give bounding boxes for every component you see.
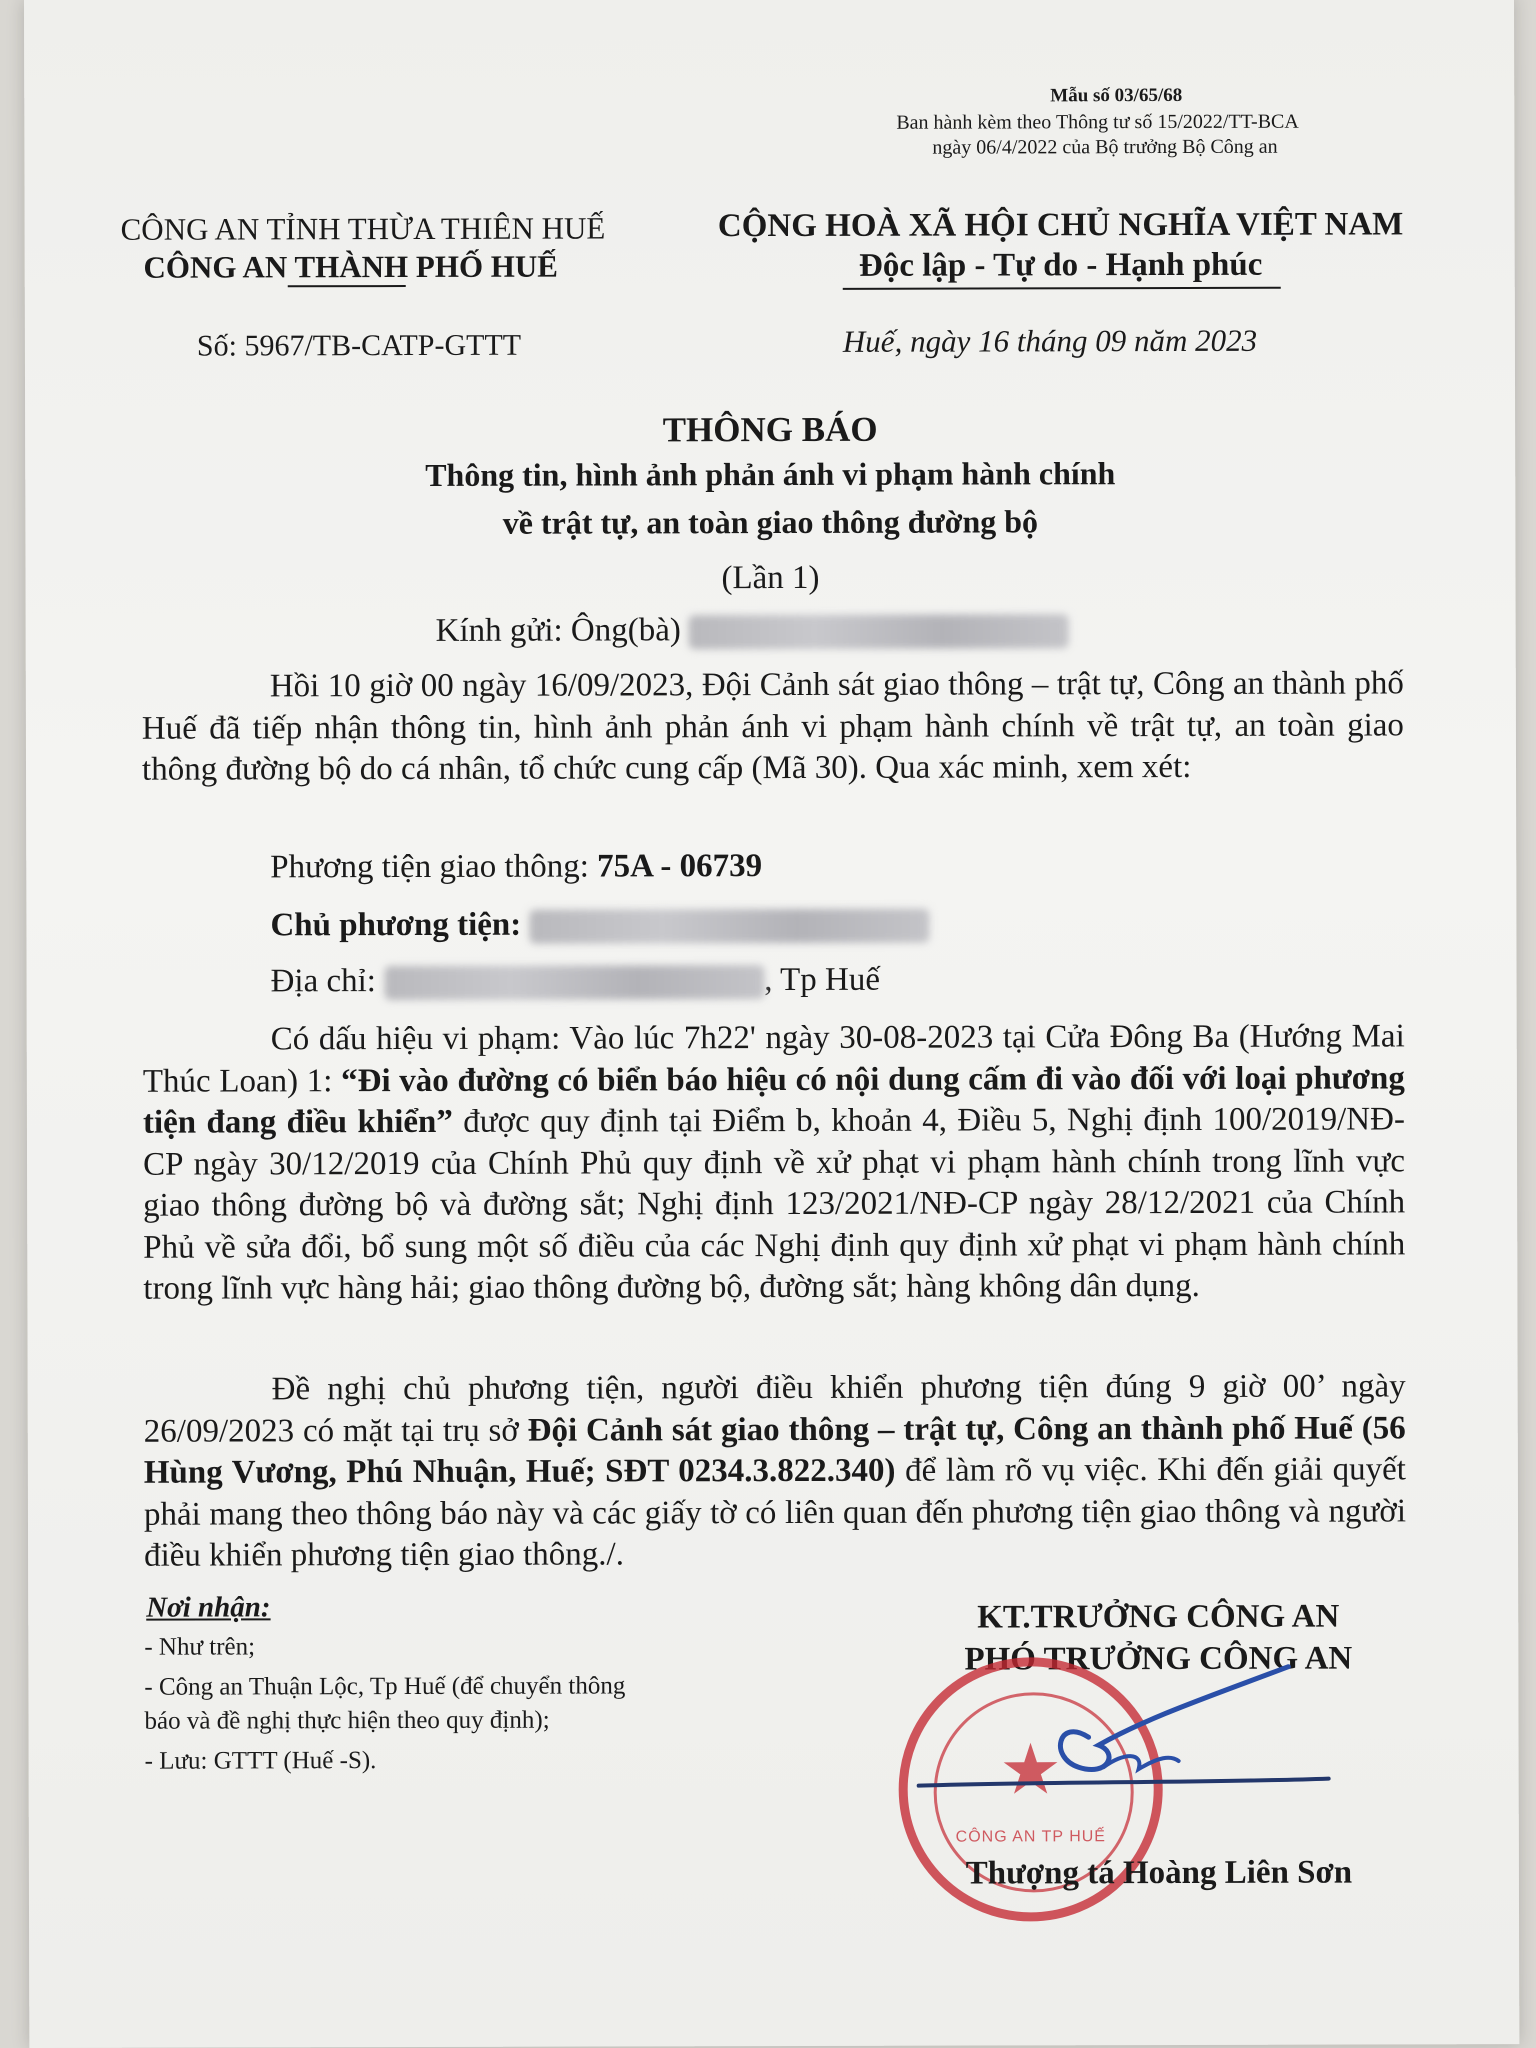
attempt-number: (Lần 1) [721, 559, 820, 597]
redacted-recipient-name [689, 615, 1069, 650]
redacted-owner-name [529, 909, 929, 944]
agency-name: CÔNG AN THÀNH PHỐ HUẾ [143, 248, 559, 285]
doc-title: THÔNG BÁO [662, 409, 878, 450]
request-rest: để làm rõ vụ việc. Khi đến giải quyết phải mang theo thông báo này và các giấy tờ có liên quan đến phương tiện giao thông và người điều khiển phương tiện giao thông./. [143, 1451, 1407, 1574]
form-issued-with: Ban hành kèm theo Thông tư số 15/2022/TT-BCA [896, 110, 1299, 134]
motto-underline [843, 287, 1281, 290]
signature-title-2: PHÓ TRƯỞNG CÔNG AN [964, 1640, 1353, 1678]
document-sheet [24, 0, 1519, 2048]
document-number: Số: 5967/TB-CATP-GTTT [196, 328, 522, 363]
owner-line [270, 904, 929, 947]
signature-title-1: KT.TRƯỞNG CÔNG AN [977, 1598, 1340, 1636]
paragraph-request [144, 1366, 1407, 1577]
address-suffix: , Tp Huế [764, 961, 881, 999]
place-date: Huế, ngày 16 tháng 09 năm 2023 [842, 322, 1258, 359]
recipient-label: Kính gửi: Ông(bà) [435, 612, 681, 649]
violation-description: “Đi vào đường có biển báo hiệu có nội dung cấm đi vào đối với loại phương tiện đang điều khiển” [142, 1059, 1405, 1141]
doc-subtitle-2: về trật tự, an toàn giao thông đường bộ [502, 503, 1039, 541]
form-issued-date: ngày 06/4/2022 của Bộ trưởng Bộ Công an [932, 135, 1278, 159]
violation-intro: Có dấu hiệu vi phạm: Vào lúc 7h22' ngày 30-08-2023 tại Cửa Đông Ba (Hướng Mai Thúc Loan) 1: [142, 1018, 1405, 1100]
redacted-address [384, 965, 764, 1000]
agency-underline [288, 285, 406, 287]
address-line [271, 960, 881, 1003]
vehicle-label: Phương tiện giao thông: [270, 848, 598, 886]
doc-subtitle-1: Thông tin, hình ảnh phản ánh vi phạm hành chính [425, 455, 1116, 493]
stamp-text: CÔNG AN TP HUẾ [955, 1828, 1106, 1846]
nation-motto: Độc lập - Tự do - Hạnh phúc [858, 246, 1263, 284]
recipients-item: - Công an Thuận Lộc, Tp Huế (để chuyển thông [144, 1672, 626, 1701]
paragraph-violation [143, 1016, 1406, 1310]
agency-parent: CÔNG AN TỈNH THỪA THIÊN HUẾ [120, 210, 606, 247]
vehicle-plate: 75A - 06739 [597, 848, 763, 885]
violation-legal-basis: được quy định tại Điểm b, khoản 4, Điều 5, Nghị định 100/2019/NĐ-CP ngày 30/12/2019 của Chính Phủ quy định về xử phạt vi phạm hành chính trong lĩnh vực giao thông đường bộ và đường sắt; Nghị định 123/2021/NĐ-CP ngày 28/12/2021 của Chính Phủ về sửa đổi, bổ sung một số điều của các Nghị định quy định xử phạt vi phạm hành chính trong lĩnh vực hàng hải; giao thông đường bộ, đường sắt; hàng không dân dụng. [143, 1101, 1406, 1307]
recipient-line [436, 609, 1070, 652]
paragraph-receipt: Hồi 10 giờ 00 ngày 16/09/2023, Đội Cảnh sát giao thông – trật tự, Công an thành phố Huế đã tiếp nhận thông tin, hình ảnh phản ánh vi phạm hành chính về trật tự, an toàn giao thông đường bộ do cá nhân, tổ chức cung cấp (Mã 30). Qua xác minh, xem xét: [141, 665, 1404, 788]
star-icon: ★ [999, 1732, 1063, 1810]
vehicle-line [270, 846, 762, 888]
signature-scribble [908, 1657, 1348, 1818]
recipients-item: - Lưu: GTTT (Huế -S). [144, 1747, 377, 1775]
recipients-item: - Như trên; [144, 1633, 256, 1661]
owner-label: Chủ phương tiện: [270, 906, 530, 944]
address-label: Địa chỉ: [270, 963, 385, 1000]
recipients-item: báo và đề nghị thực hiện theo quy định); [144, 1706, 550, 1735]
nation-name: CỘNG HOÀ XÃ HỘI CHỦ NGHĨA VIỆT NAM [717, 206, 1404, 245]
signer-name: Thượng tá Hoàng Liên Sơn [965, 1854, 1353, 1892]
request-intro: Đề nghị chủ phương tiện, người điều khiển phương tiện đúng 9 giờ 00’ ngày 26/09/2023 có mặt tại trụ sở [143, 1368, 1406, 1450]
request-location: Đội Cảnh sát giao thông – trật tự, Công an thành phố Huế (56 Hùng Vương, Phú Nhuận, Huế; SĐT 0234.3.822.340) [143, 1409, 1406, 1491]
recipients-heading: Nơi nhận: [146, 1591, 271, 1624]
form-number: Mẫu số 03/65/68 [1050, 84, 1183, 107]
